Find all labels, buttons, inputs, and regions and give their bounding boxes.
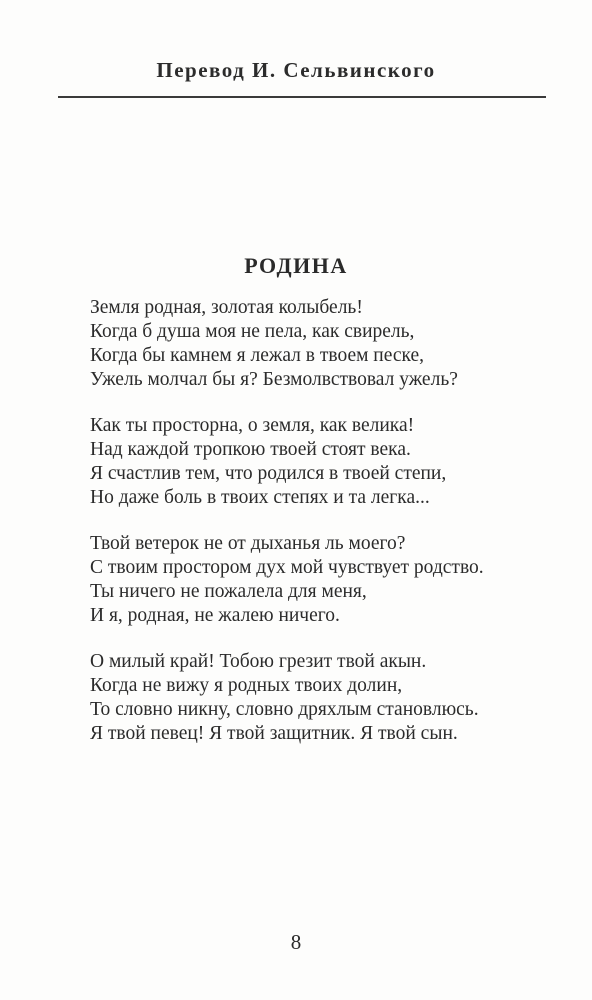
stanza-1 — [90, 296, 560, 392]
poem-line: Ужель молчал бы я? Безмолвствовал ужель? — [90, 369, 458, 390]
poem-line: Когда б душа моя не пела, как свирель, — [90, 321, 415, 342]
poem-line: Но даже боль в твоих степях и та легка... — [90, 487, 430, 508]
stanza-3 — [90, 532, 560, 628]
poem-line: Я счастлив тем, что родился в твоей степи, — [90, 463, 447, 484]
header-rule — [58, 96, 546, 98]
running-header: Перевод И. Сельвинского — [156, 58, 436, 82]
poem-line: И я, родная, не жалею ничего. — [90, 605, 340, 626]
poem-line: То словно никну, словно дряхлым становлюсь. — [90, 699, 479, 720]
stanza-2 — [90, 414, 560, 510]
poem-line: Ты ничего не пожалела для меня, — [90, 581, 367, 602]
poem-title: РОДИНА — [244, 253, 348, 278]
poem-line: Когда бы камнем я лежал в твоем песке, — [90, 345, 425, 366]
poem-line: Я твой певец! Я твой защитник. Я твой сын. — [90, 723, 458, 744]
page-number: 8 — [290, 930, 302, 954]
poem-line: С твоим простором дух мой чувствует родство. — [90, 557, 484, 578]
poem-line: Как ты просторна, о земля, как велика! — [90, 415, 415, 436]
poem-line: Твой ветерок не от дыханья ль моего? — [90, 533, 406, 554]
poem-line: Когда не вижу я родных твоих долин, — [90, 675, 403, 696]
poem-line: Над каждой тропкою твоей стоят века. — [90, 439, 411, 460]
poem-line: О милый край! Тобою грезит твой акын. — [90, 651, 427, 672]
poem-body — [90, 296, 560, 768]
poem-line: Земля родная, золотая колыбель! — [90, 297, 363, 318]
stanza-4 — [90, 650, 560, 746]
